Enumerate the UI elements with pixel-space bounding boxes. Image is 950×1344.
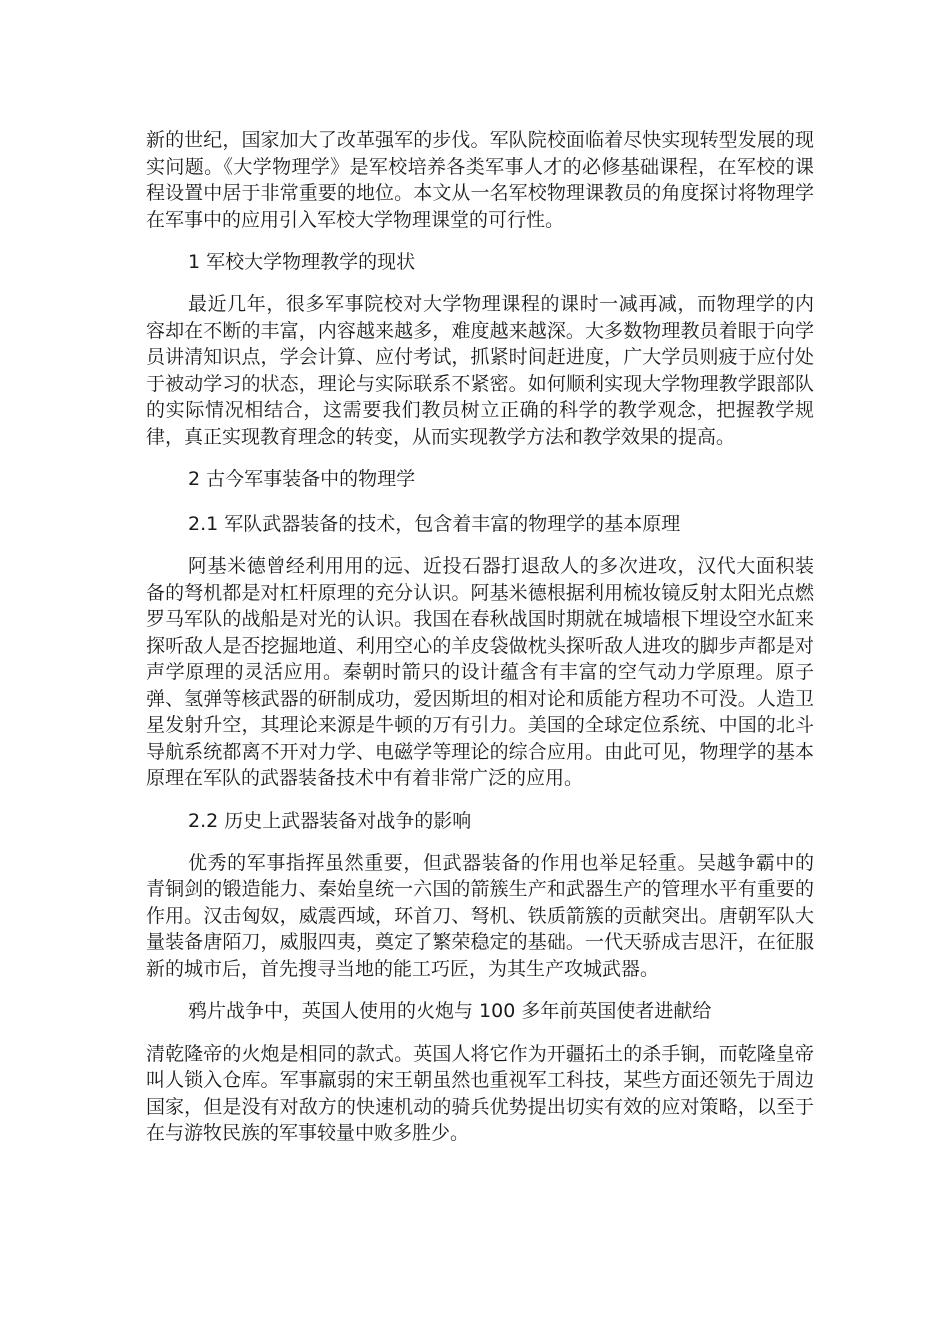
spacer bbox=[146, 450, 814, 466]
spacer bbox=[146, 1025, 814, 1041]
section-2-1-paragraph: 阿基米德曾经利用用的远、近投石器打退敌人的多次进攻，汉代大面积装备的弩机都是对杠杆原理的充分认识。阿基米德根据利用梳妆镜反射太阳光点燃罗马军队的战船是对光的认识。我国在春秋战国时期就在城墙根下埋设空水缸来探听敌人是否挖掘地道、利用空心的羊皮袋做枕头探听敌人进攻的脚步声都是对声学原理的灵活应用。秦朝时箭只的设计蕴含有丰富的空气动力学原理。原子弹、氢弹等核武器的研制成功，爱因斯坦的相对论和质能方程功不可没。人造卫星发射升空，其理论来源是牛顿的万有引力。美国的全球定位系统、中国的北斗导航系统都离不开对力学、电磁学等理论的综合应用。由此可见，物理学的基本原理在军队的武器装备技术中有着非常广泛的应用。 bbox=[146, 555, 814, 789]
section-2-heading: 2 古今军事装备中的物理学 bbox=[188, 468, 416, 490]
spacer bbox=[146, 492, 814, 511]
section-2-2-paragraph-b: 鸦片战争中，英国人使用的火炮与 100 多年前英国使者进献给 bbox=[188, 1000, 712, 1022]
section-2-2-heading: 2.2 历史上武器装备对战争的影响 bbox=[188, 809, 472, 832]
spacer bbox=[146, 982, 814, 998]
spacer bbox=[146, 537, 814, 553]
document-body bbox=[146, 127, 814, 1147]
section-1-heading: 1 军校大学物理教学的现状 bbox=[188, 251, 416, 273]
spacer bbox=[146, 834, 814, 850]
section-1-paragraph: 最近几年，很多军事院校对大学物理课程的课时一减再减，而物理学的内容却在不断的丰富，内容越来越多，难度越来越深。大多数物理教员着眼于向学员讲清知识点，学会计算、应付考试，抓紧时间赶进度，广大学员则疲于应付处于被动学习的状态，理论与实际联系不紧密。如何顺利实现大学物理教学跟部队的实际情况相结合，这需要我们教员树立正确的科学的教学观念，把握教学规律，真正实现教育理念的转变，从而实现教学方法和教学效果的提高。 bbox=[146, 293, 814, 448]
intro-paragraph: 新的世纪，国家加大了改革强军的步伐。军队院校面临着尽快实现转型发展的现实问题。《大学物理学》是军校培养各类军事人才的必修基础课程，在军校的课程设置中居于非常重要的地位。本文从一名军校物理课教员的角度探讨将物理学在军事中的应用引入军校大学物理课堂的可行性。 bbox=[146, 129, 814, 231]
section-2-2-paragraph-a: 优秀的军事指挥虽然重要，但武器装备的作用也举足轻重。吴越争霸中的青铜剑的锻造能力、秦始皇统一六国的箭簇生产和武器生产的管理水平有重要的作用。汉击匈奴，威震西域，环首刀、弩机、铁质箭簇的贡献突出。唐朝军队大量装备唐陌刀，威服四夷，奠定了繁荣稳定的基础。一代天骄成吉思汗，在征服新的城市后，首先搜寻当地的能工巧匠，为其生产攻城武器。 bbox=[146, 851, 814, 980]
spacer bbox=[146, 275, 814, 291]
spacer bbox=[146, 792, 814, 808]
section-2-2-paragraph-c: 清乾隆帝的火炮是相同的款式。英国人将它作为开疆拓土的杀手锏，而乾隆皇帝叫人锁入仓库。军事羸弱的宋王朝虽然也重视军工科技，某些方面还领先于周边国家，但是没有对敌方的快速机动的骑兵优势提出切实有效的应对策略，以至于在与游牧民族的军事较量中败多胜少。 bbox=[146, 1042, 814, 1144]
spacer bbox=[146, 233, 814, 249]
section-2-1-heading: 2.1 军队武器装备的技术，包含着丰富的物理学的基本原理 bbox=[188, 513, 681, 535]
